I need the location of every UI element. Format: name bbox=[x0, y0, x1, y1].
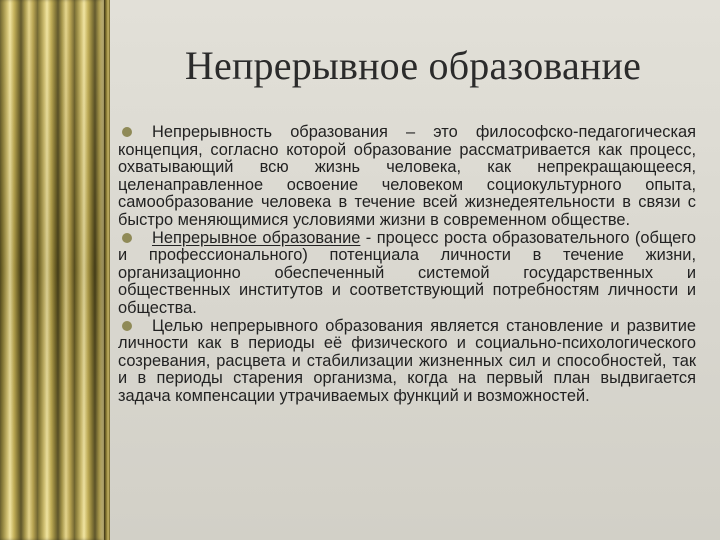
term-continuous-education: Непрерывное образование bbox=[152, 228, 361, 247]
bullet-icon bbox=[122, 233, 132, 243]
slide-title: Непрерывное образование bbox=[184, 43, 642, 88]
paragraph-text: Непрерывность образования – это философско-педагогическая концепция, согласно которой образование рассматривается как процесс, охватывающий всю жизнь человека, как непрекращающееся, целенаправленное освоение человеком социокультурного опыта, самообразование человека в течение всей жизнедеятельности в связи с быстро меняющимися условиями жизни в современном обществе. bbox=[118, 123, 696, 229]
decorative-border-edge bbox=[104, 0, 110, 540]
paragraph-text: Целью непрерывного образования является становление и развитие личности как в периоды её физического и социально-психологического созревания, расцвета и стабилизации жизненных сил и способностей, так и в периоды старения организма, когда на первый план выдвигается задача компенсации утрачиваемых функций и возможностей. bbox=[118, 316, 696, 405]
bullet-icon bbox=[122, 321, 132, 331]
paragraph-definition-continuity bbox=[118, 124, 696, 230]
slide-content bbox=[118, 124, 696, 406]
paragraph-definition-continuous-education bbox=[118, 230, 696, 318]
bullet-icon bbox=[122, 127, 132, 137]
decorative-gold-border bbox=[0, 0, 104, 540]
paragraph-text: - процесс роста образовательного (общего и профессионального) потенциала личности в течение жизни, организационно обеспеченный системой государственных и общественных институтов и соответствующий потребностям личности и общества. bbox=[118, 228, 696, 317]
paragraph-goal bbox=[118, 318, 696, 406]
